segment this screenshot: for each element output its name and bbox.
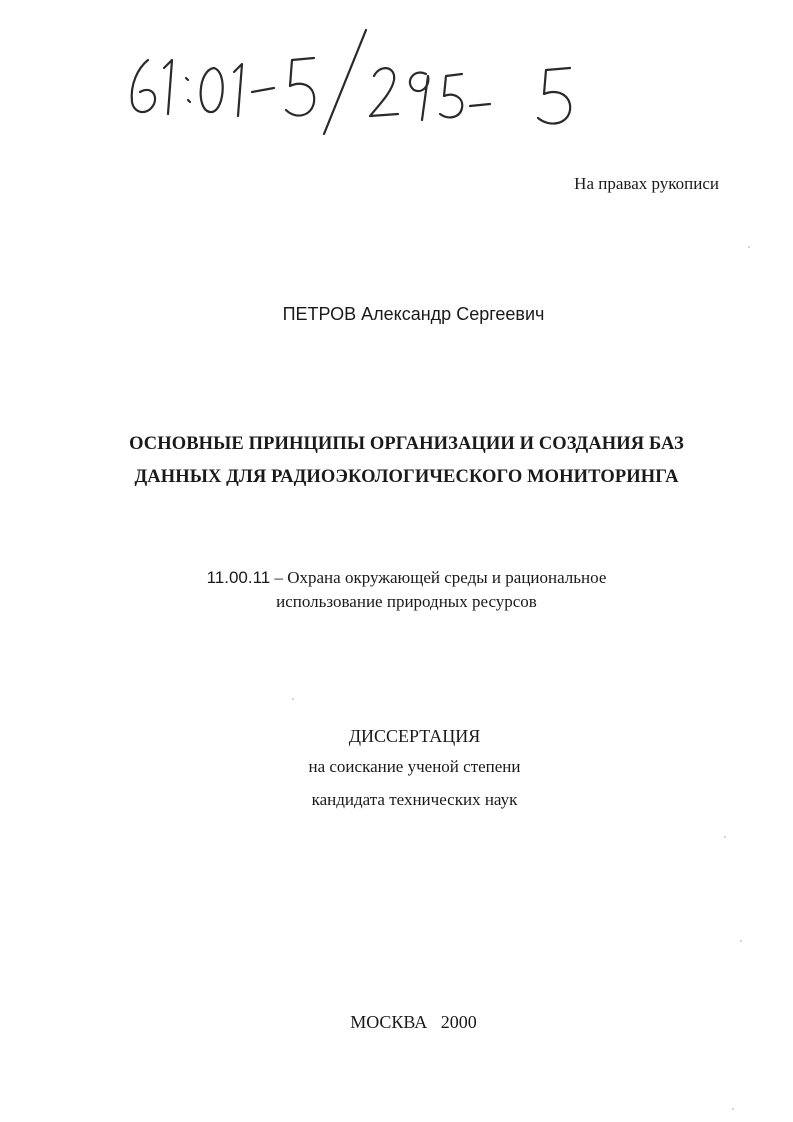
thesis-title — [90, 428, 723, 494]
specialty-line-1 — [90, 562, 723, 594]
rights-notice: На правах рукописи — [574, 174, 719, 193]
specialty-separator: – — [270, 568, 288, 587]
scan-speck — [732, 1108, 734, 1110]
thesis-title-line-2: ДАННЫХ ДЛЯ РАДИОЭКОЛОГИЧЕСКОГО МОНИТОРИНГА — [134, 467, 679, 487]
city: МОСКВА — [350, 1012, 428, 1032]
degree-block — [0, 722, 793, 816]
city-year — [0, 1012, 793, 1033]
degree-purpose: на соискание ученой степени — [308, 757, 521, 776]
document-type: ДИССЕРТАЦИЯ — [348, 726, 481, 746]
specialty-name-line-2: использование природных ресурсов — [276, 592, 537, 611]
year: 2000 — [440, 1012, 477, 1032]
degree-name: кандидата технических наук — [311, 790, 518, 809]
handwritten-archive-code-drawing — [118, 22, 598, 142]
author-name: ПЕТРОВ Александр Сергеевич — [282, 304, 545, 324]
scan-speck — [292, 698, 294, 700]
thesis-title-line-1: ОСНОВНЫЕ ПРИНЦИПЫ ОРГАНИЗАЦИИ И СОЗДАНИЯ БАЗ — [129, 434, 684, 454]
specialty-name-line-1: Охрана окружающей среды и рациональное — [287, 568, 607, 587]
specialty-code: 11.00.11 — [206, 568, 271, 587]
scan-speck — [748, 246, 750, 248]
scan-speck — [740, 940, 742, 942]
scan-speck — [724, 836, 726, 838]
handwritten-archive-code — [118, 22, 598, 142]
